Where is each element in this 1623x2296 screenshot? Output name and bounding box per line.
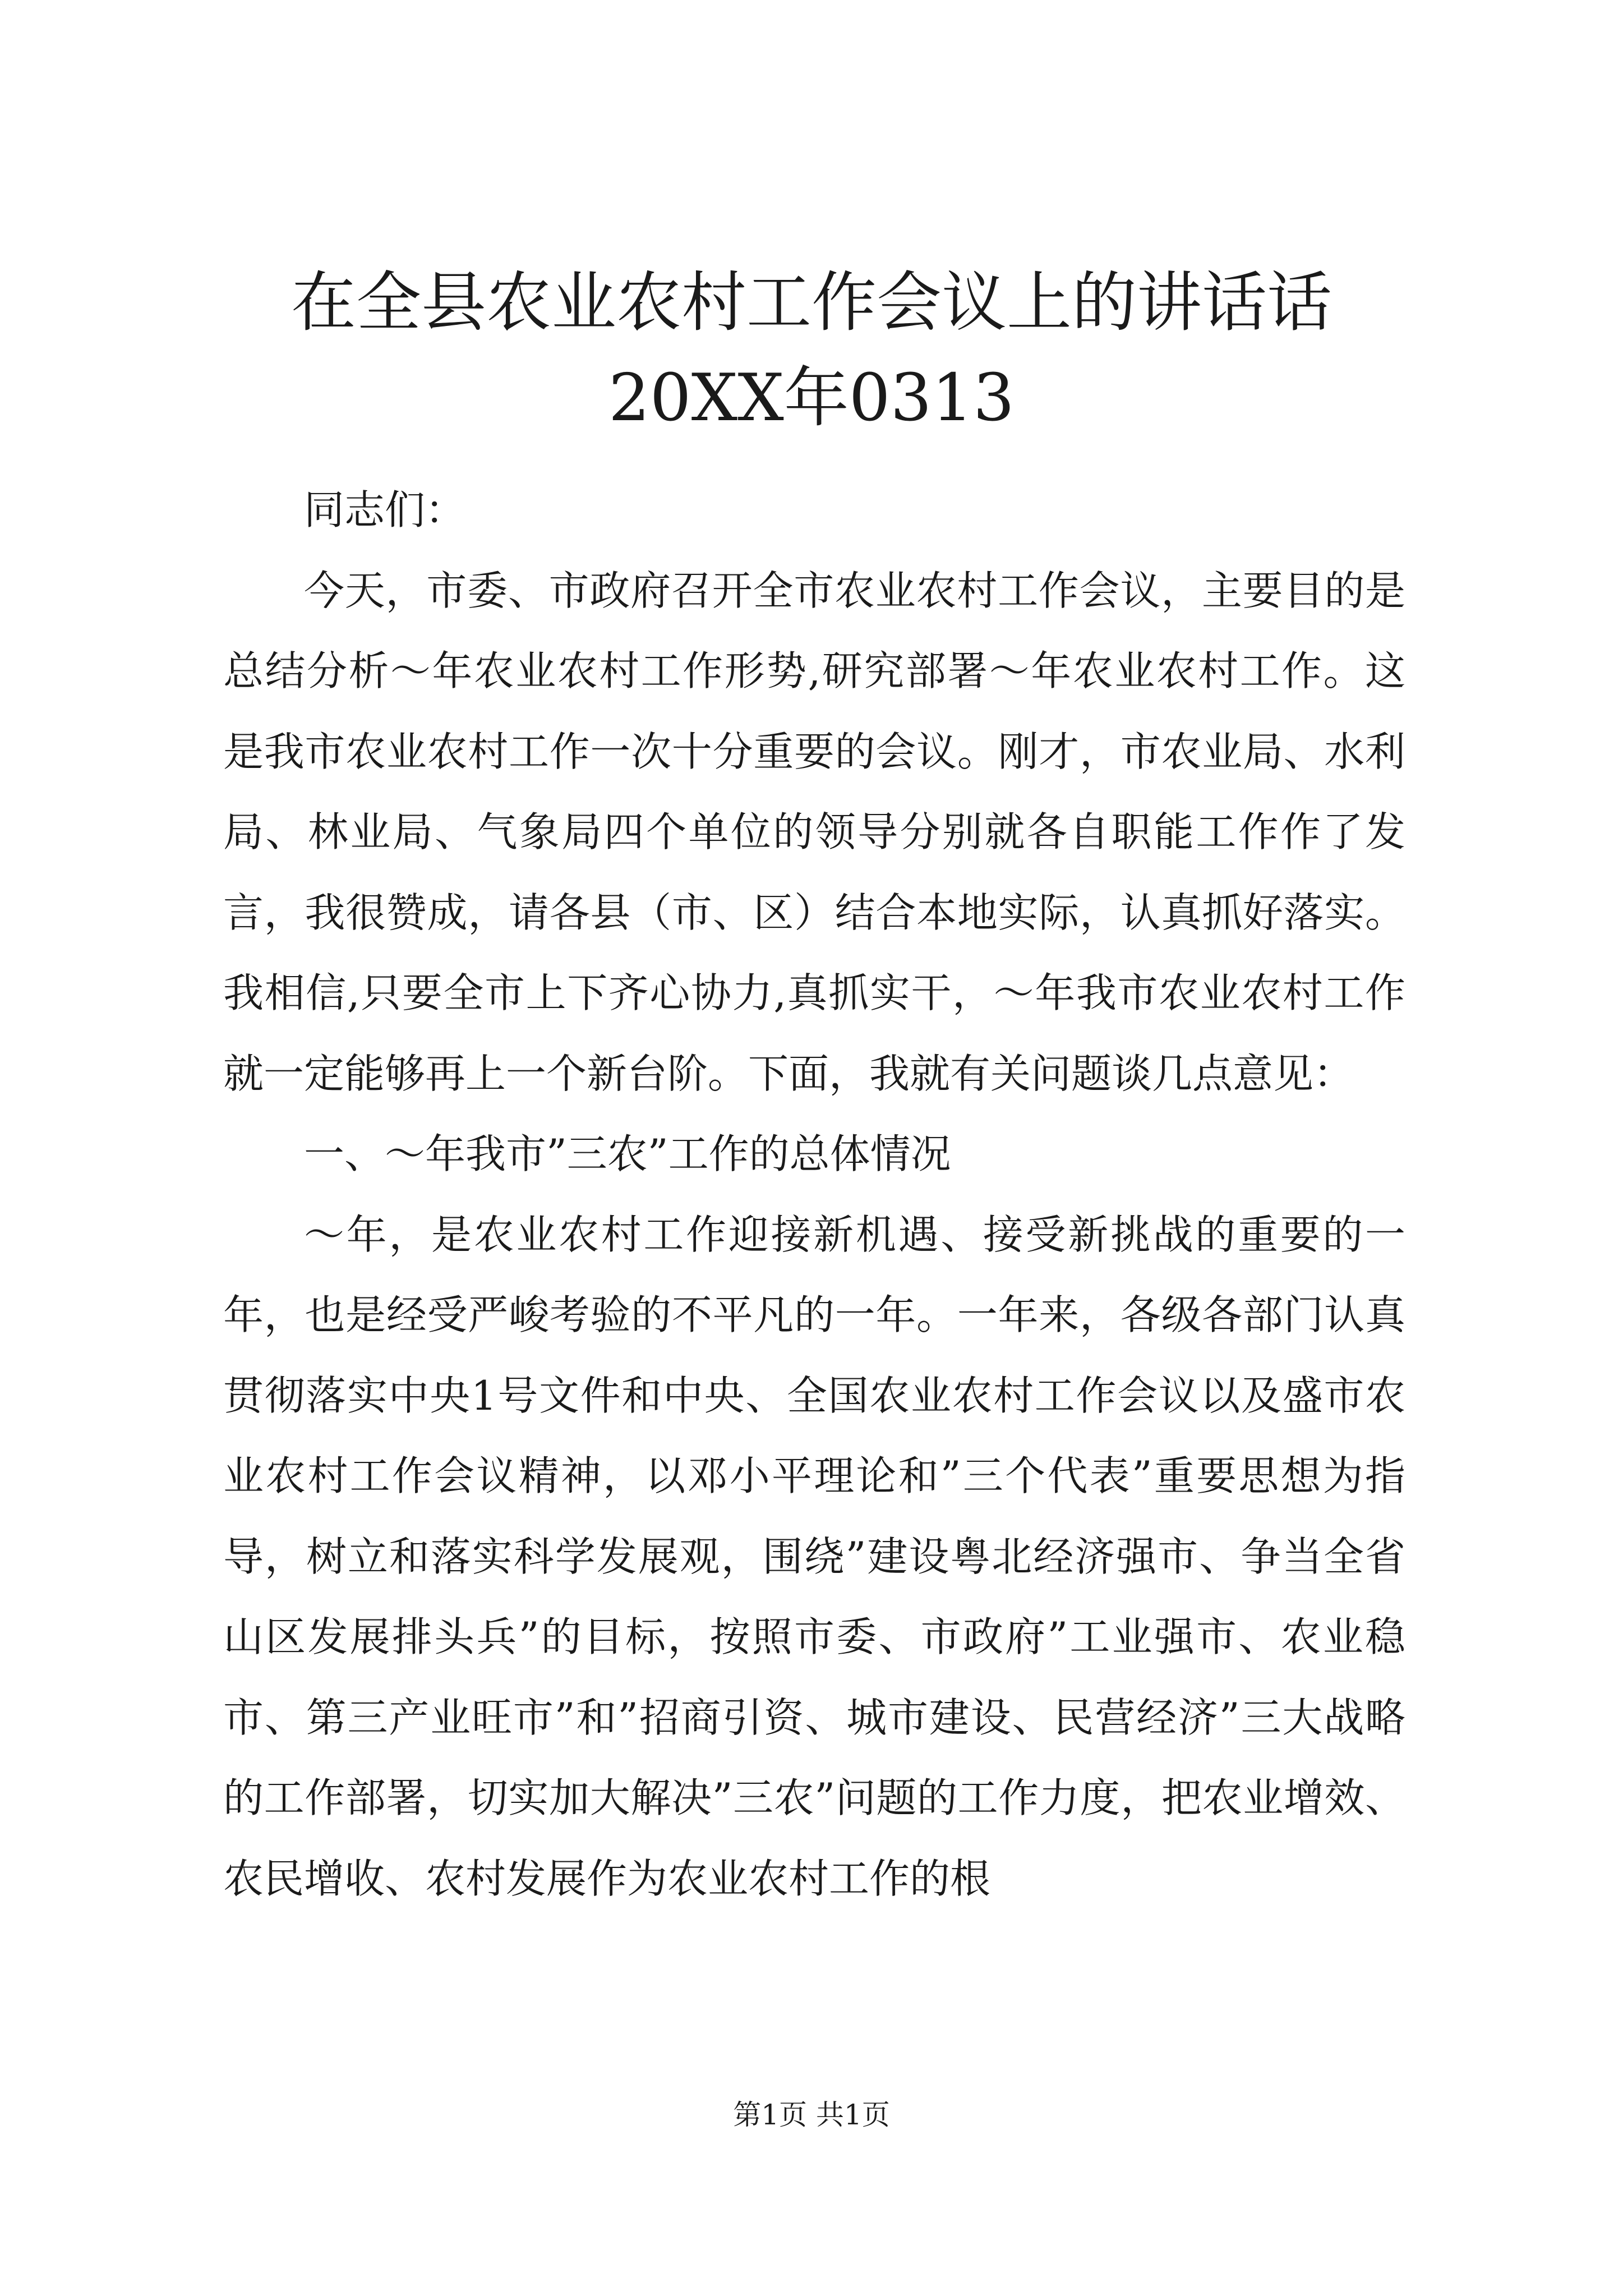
section-heading: 一、～年我市”三农”工作的总体情况 xyxy=(304,1130,951,1177)
body-paragraph: ～年，是农业农村工作迎接新机遇、接受新挑战的重要的一年，也是经受严峻考验的不平凡的一年。一年来，各级各部门认真贯彻落实中央1号文件和中央、全国农业农村工作会议以及盛市农业农村工作会议精神，以邓小平理论和”三个代表”重要思想为指导，树立和落实科学发展观，围绕”建设粤北经济强市、争当全省山区发展排头兵”的目标，按照市委、市政府”工业强市、农业稳市、第三产业旺市”和”招商引资、城市建设、民营经济”三大战略的工作部署，切实加大解决”三农”问题的工作力度，把农业增效、农民增收、农村发展作为农业农村工作的根 xyxy=(223,1211,1405,1902)
document-body xyxy=(223,470,1405,1919)
document-title: 在全县农业农村工作会议上的讲话话20XX年0313 xyxy=(291,265,1332,436)
page-number-footer: 第1页 共1页 xyxy=(733,2099,890,2131)
intro-paragraph: 今天，市委、市政府召开全市农业农村工作会议，主要目的是总结分析～年农业农村工作形势,研究部署～年农业农村工作。这是我市农业农村工作一次十分重要的会议。刚才，市农业局、水利局、林业局、气象局四个单位的领导分别就各自职能工作作了发言，我很赞成，请各县（市、区）结合本地实际，认真抓好落实。我相信,只要全市上下齐心协力,真抓实干，～年我市农业农村工作就一定能够再上一个新台阶。下面，我就有关问题谈几点意见： xyxy=(223,567,1405,1097)
salutation-paragraph: 同志们： xyxy=(304,486,466,533)
